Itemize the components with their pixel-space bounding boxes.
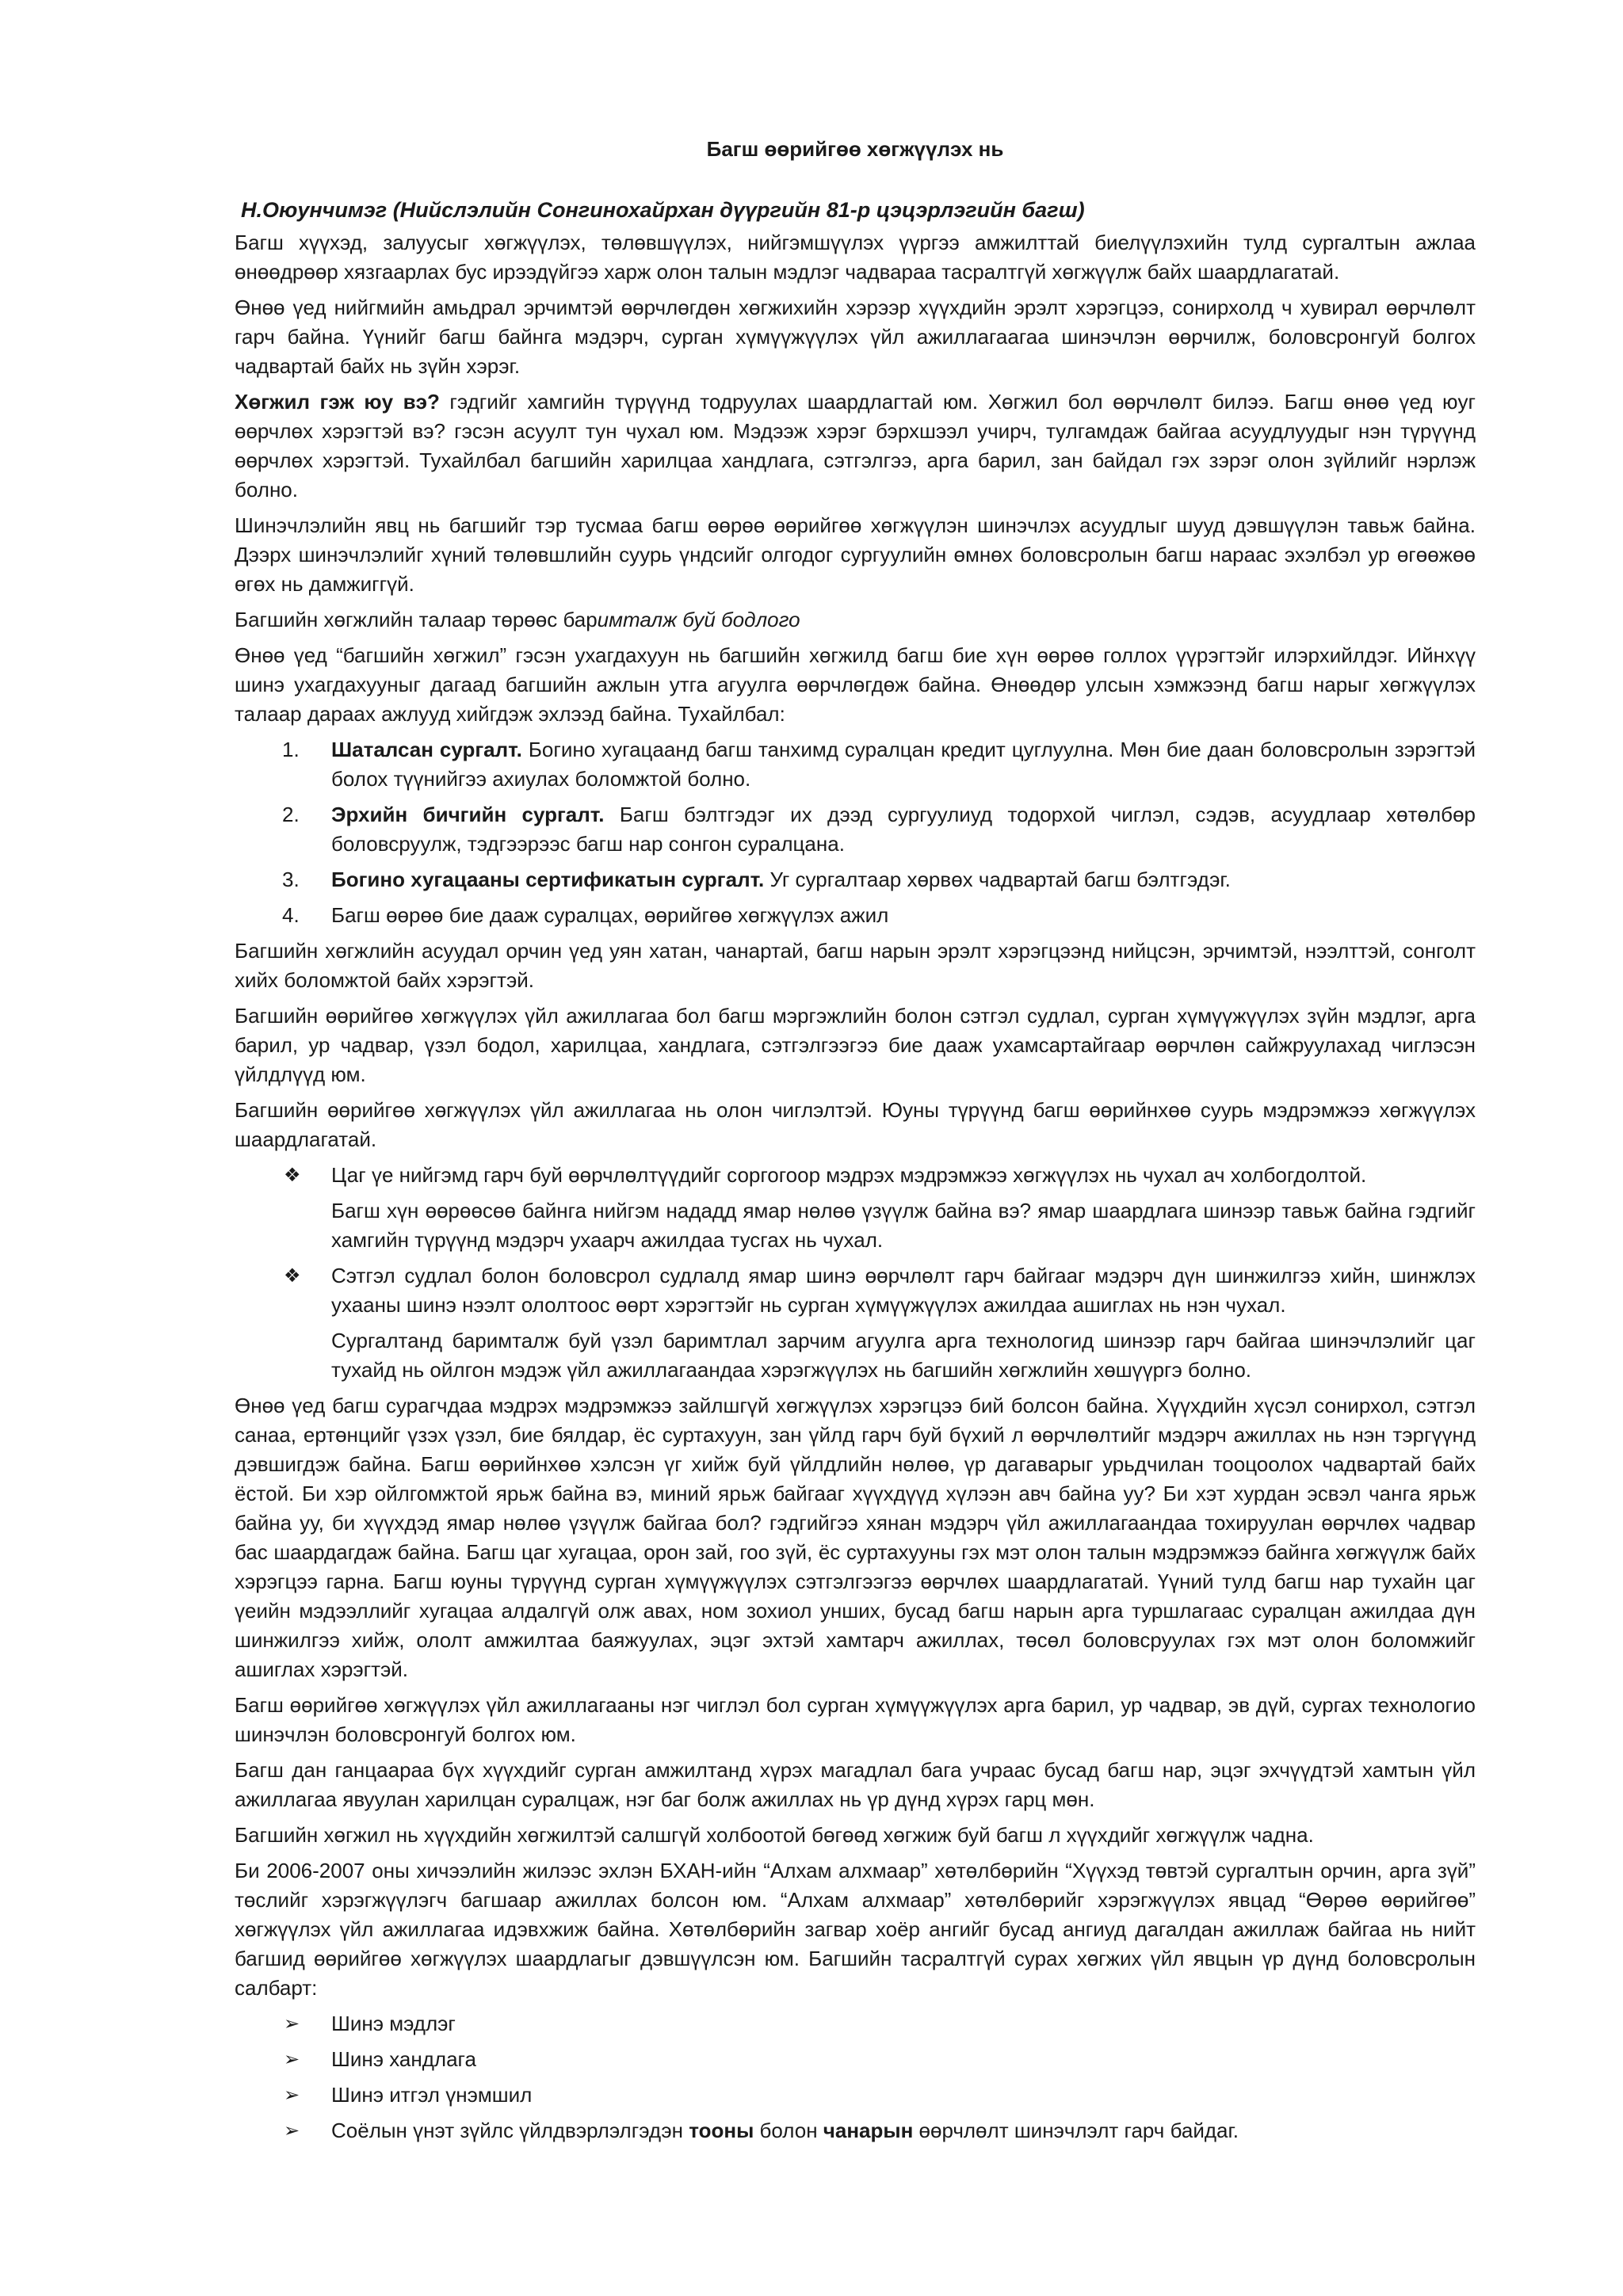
list-item [235,2116,1476,2145]
list-number: 3. [282,868,300,891]
page-title: Багш өөрийгөө хөгжүүлэх нь [706,137,1004,161]
list-item-title: Эрхийн бичгийн сургалт. [331,803,605,826]
list-sub-paragraph: Багш хүн өөрөөсөө байнга нийгэм нададд ямар нөлөө үзүүлж байна вэ? ямар шаардлага шинээр тавьж байна гэдгийг хамгийн түрүүнд мэдэрч ухаарч ажилдаа тусгах нь чухал. [331,1199,1476,1252]
paragraph-methods: Багш өөрийгөө хөгжүүлэх үйл ажиллагааны нэг чиглэл бол сурган хүмүүжүүлэх арга барил, ур чадвар, эв дүй, сургах технологио шинэчлэн боловсронгуй болгох юм. [235,1693,1476,1746]
sense-list [235,1261,1476,1320]
paragraph-what-is-development [235,387,1476,505]
author-line: Н.Оюунчимэг (Нийслэлийн Сонгинохайрхан дүүргийн 81-р цэцэрлэгийн багш) [241,198,1085,222]
paragraph-teacher-development: Өнөө үед “багшийн хөгжил” гэсэн ухагдахуун нь багшийн хөгжилд багш бие хүн өөрөө голлох үүрэгтэйг илэрхийлдэг. Ийнхүү шинэ ухагдахууныг дагаад багшийн ажлын утга агуулга өөрчлөгдөж байна. Өнөөдөр улсын хэмжээнд багш нарыг хөгжүүлэх талаар дараах ажлууд хийгдэж эхлээд байна. Тухайлбал: [235,643,1476,726]
paragraph-reform: Шинэчлэлийн явц нь багшийг тэр тусмаа багш өөрөө өөрийгөө хөгжүүлэн шинэчлэх асуудлыг шууд дэвшүүлэн тавьж байна. Дээрх шинэчлэлийг хүний төлөвшлийн суурь үндсийг олгодог сургуулийн өмнөх боловсролын багш нараас эхэлбэл ур өгөөжөө өгөх нь дамжиггүй. [235,513,1476,596]
list-number: 1. [282,738,300,761]
bold-word: чанарын [823,2119,914,2142]
list-item [235,800,1476,859]
list-item-text: Богино хугацаанд багш танхимд суралцан кредит цуглуулна. Мөн бие даан боловсролын зэрэгтэй болох түүнийгээ ахиулах боломжтой болно. [331,738,1476,791]
arrow-bullet-icon: ➢ [284,2012,300,2035]
policy-normal-text: Багшийн хөгжлийн талаар төрөөс бар [235,608,598,631]
list-sub-paragraph: Сургалтанд баримталж буй үзэл баримтлал зарчим агуулга арга технологид шинээр гарч байгаа шинэчлэлийг цаг тухайд нь ойлгон мэдэж үйл ажиллагаандаа хэрэгжүүлэх нь багшийн хөгжлийн хөшүүргэ болно. [331,1329,1476,1382]
arrow-bullet-icon: ➢ [284,2119,300,2142]
paragraph-state-policy [235,605,1476,635]
list-item-text: өөрчлөлт шинэчлэлт гарч байдаг. [913,2119,1239,2142]
diamond-bullet-icon: ❖ [284,1264,301,1287]
paragraph-directions: Багшийн өөрийгөө хөгжүүлэх үйл ажиллагаа нь олон чиглэлтэй. Юуны түрүүнд багш өөрийнхөө суурь мэдрэмжээ хөгжүүлэх шаардлагатай. [235,1098,1476,1151]
paragraph-step-by-step: Би 2006-2007 оны хичээлийн жилээс эхлэн БХАН-ийн “Алхам алхмаар” хөтөлбөрийн “Хүүхэд төвтэй сургалтын орчин, арга зүй” төслийг хэрэгжүүлэгч багшаар ажиллах болсон юм. “Алхам алхмаар” хөтөлбөрийг хэрэгжүүлэх явцад “Өөрөө өөрийгөө” хөгжүүлэх үйл ажиллагаа идэвхжиж байна. Хөтөлбөрийн загвар хоёр ангийг бусад ангиуд дагалдан ажиллаж байгаа нь нийт багшид өөрийгөө хөгжүүлэх шаардлагыг дэвшүүлсэн юм. Багшийн тасралтгүй сурах хөгжих үйл явцын үр дүнд боловсролын салбарт: [235,1859,1476,2000]
list-item [235,901,1476,930]
list-item-text: Цаг үе нийгэмд гарч буй өөрчлөлтүүдийг соргогоор мэдрэх мэдрэмжээ хөгжүүлэх нь чухал ач холбогдолтой. [331,1163,1367,1187]
paragraph-teamwork: Багш дан ганцаараа бүх хүүхдийг сурган амжилтанд хүрэх магадлал бага учраас бусад багш нар, эцэг эхчүүдтэй хамтын үйл ажиллагаа явуулан харилцан суралцаж, нэг баг болж ажиллах нь үр дүнд хүрэх гарц мөн. [235,1758,1476,1811]
paragraph-flexible: Багшийн хөгжлийн асуудал орчин үед уян хатан, чанартай, багш нарын эрэлт хэрэгцээнд нийцсэн, эрчимтэй, нээлттэй, сонголт хийх боломжтой байх хэрэгтэй. [235,939,1476,992]
list-item [235,2009,1476,2039]
list-item-text: Шинэ итгэл үнэмшил [331,2083,533,2107]
paragraph-sense-students: Өнөө үед багш сурагчдаа мэдрэх мэдрэмжээ зайлшгүй хөгжүүлэх хэрэгцээ бий болсон байна. Хүүхдийн хүсэл сонирхол, сэтгэл санаа, ертөнцийг үзэх үзэл, бие бялдар, ёс суртахуун, зан үйлд гарч буй бүхий л өөрчлөлтийг мэдэрч ажиллах нь нэн тэргүүнд дэвшигдэж байна. Багш өөрийнхөө хэлсэн үг хийж буй үйлдлийн нөлөө, үр дагаварыг урьдчилан тооцоолох чадвартай байх ёстой. Би хэр ойлгомжтой ярьж байна вэ, миний ярьж байгааг хүүхдүүд хүлээн авч байна уу? Би хэт хурдан эсвэл чанга ярьж байна уу, би хүүхдэд ямар нөлөө үзүүлж байгаа бол? гэдгийгээ хянан мэдэрч үйл ажиллагаандаа тохируулан өөрчлөх чадвар бас шаардагдаж байна. Багш цаг хугацаа, орон зай, гоо зүй, ёс суртахууны гэх мэт олон талын мэдрэмжээ байнга хөгжүүлж байх хэрэгцээ гарна. Багш юуны түрүүнд сурган хүмүүжүүлэх сэтгэлгээгээ өөрчлөх шаардлагатай. Үүний тулд багш нар тухайн цаг үеийн мэдээллийг хугацаа алдалгүй олж авах, ном зохиол унших, бусад багш нарын арга туршлагаас суралцан ажилдаа дүн шинжилгээ хийж, ололт амжилтаа баяжуулах, эцэг эхтэй хамтарч ажиллах, төсөл боловсруулах гэх мэт олон боломжийг ашиглах хэрэгтэй. [235,1394,1476,1681]
paragraph-society-change: Өнөө үед нийгмийн амьдрал эрчимтэй өөрчлөгдөн хөгжихийн хэрээр хүүхдийн эрэлт хэрэгцээ, сонирхолд ч хувирал өөрчлөлт гарч байна. Үүнийг багш байнга мэдэрч, сурган хүмүүжүүлэх үйл ажиллагаагаа шинэчлэн өөрчилж, боловсронгуй болгох чадвартай байх нь зүйн хэрэг. [235,296,1476,378]
list-number: 4. [282,903,300,927]
list-item [235,735,1476,794]
paragraph-child-development: Багшийн хөгжил нь хүүхдийн хөгжилтэй салшгүй холбоотой бөгөөд хөгжиж буй багш л хүүхдийг хөгжүүлж чадна. [235,1823,1314,1847]
list-item-text: Шинэ хандлага [331,2047,476,2071]
list-item-text: Багш өөрөө бие дааж суралцах, өөрийгөө хөгжүүлэх ажил [331,903,889,927]
list-item [235,2081,1476,2110]
list-item-text: Уг сургалтаар хөрвөх чадвартай багш бэлтгэдэг. [764,868,1231,891]
paragraph-intro: Багш хүүхэд, залуусыг хөгжүүлэх, төлөвшүүлэх, нийгэмшүүлэх үүргээ амжилттай биелүүлэхийн тулд сургалтын ажлаа өнөөдрөөр хязгаарлах бус ирээдүйгээ харж олон талын мэдлэг чадвараа тасралтгүй хөгжүүлж байх шаардлагатай. [235,231,1476,284]
arrow-bullet-icon: ➢ [284,2084,300,2106]
list-item-text: Соёлын үнэт зүйлс үйлдвэрлэлгэдэн [331,2119,689,2142]
list-item-title: Шаталсан сургалт. [331,738,522,761]
list-item-title: Богино хугацааны сертификатын сургалт. [331,868,765,891]
list-item [235,1261,1476,1320]
paragraph-text: гэдгийг хамгийн түрүүнд тодруулах шаардлагтай юм. Хөгжил бол өөрчлөлт билээ. Багш өнөө үед юуг өөрчлөх хэрэгтэй вэ? гэсэн асуулт тун чухал юм. Мэдээж хэрэг бэрхшээл учирч, тулгамдаж байгаа асуудлуудыг нэн түрүүнд өөрчлөх хэрэгтэй. Тухайлбал багшийн харилцаа хандлага, сэтгэлгээ, арга барил, зан байдал гэх зэрэг олон зүйлийг нэрлэж болно. [235,390,1476,502]
results-list [235,2009,1476,2145]
paragraph-self-development-definition: Багшийн өөрийгөө хөгжүүлэх үйл ажиллагаа бол багш мэргэжлийн болон сэтгэл судлал, сурган хүмүүжүүлэх зүйн мэдлэг, арга барил, ур чадвар, үзэл бодол, харилцаа, хандлага, сэтгэлгээгээ бие дааж ухамсартайгаар өөрчлөн сайжруулахад чиглэсэн үйлдлүүд юм. [235,1004,1476,1086]
list-item-text: Сэтгэл судлал болон боловсрол судлалд ямар шинэ өөрчлөлт гарч байгааг мэдэрч дүн шинжилгээ хийн, шинжлэх ухааны шинэ нээлт ололтоос өөрт хэрэгтэйг нь сурган хүмүүжүүлэх ажилдаа ашиглах нь нэн чухал. [331,1264,1476,1317]
diamond-bullet-icon: ❖ [284,1164,301,1186]
list-item [235,1161,1476,1190]
list-item-text: болон [754,2119,823,2142]
list-item [235,865,1476,894]
policy-italic-text: имталж буй бодлого [597,608,800,631]
arrow-bullet-icon: ➢ [284,2048,300,2070]
document-page [235,135,1476,2152]
list-item-text: Багш бэлтгэдэг их дээд сургуулиуд тодорхой чиглэл, сэдэв, асуудлаар хөтөлбөр боловсруулж, тэдгээрээс багш нар сонгон суралцана. [331,803,1476,856]
training-list [235,735,1476,930]
list-number: 2. [282,803,300,826]
list-item [235,2045,1476,2074]
bold-question: Хөгжил гэж юу вэ? [235,390,440,414]
list-item-text: Шинэ мэдлэг [331,2012,456,2035]
bold-word: тооны [689,2119,754,2142]
sense-list [235,1161,1476,1190]
